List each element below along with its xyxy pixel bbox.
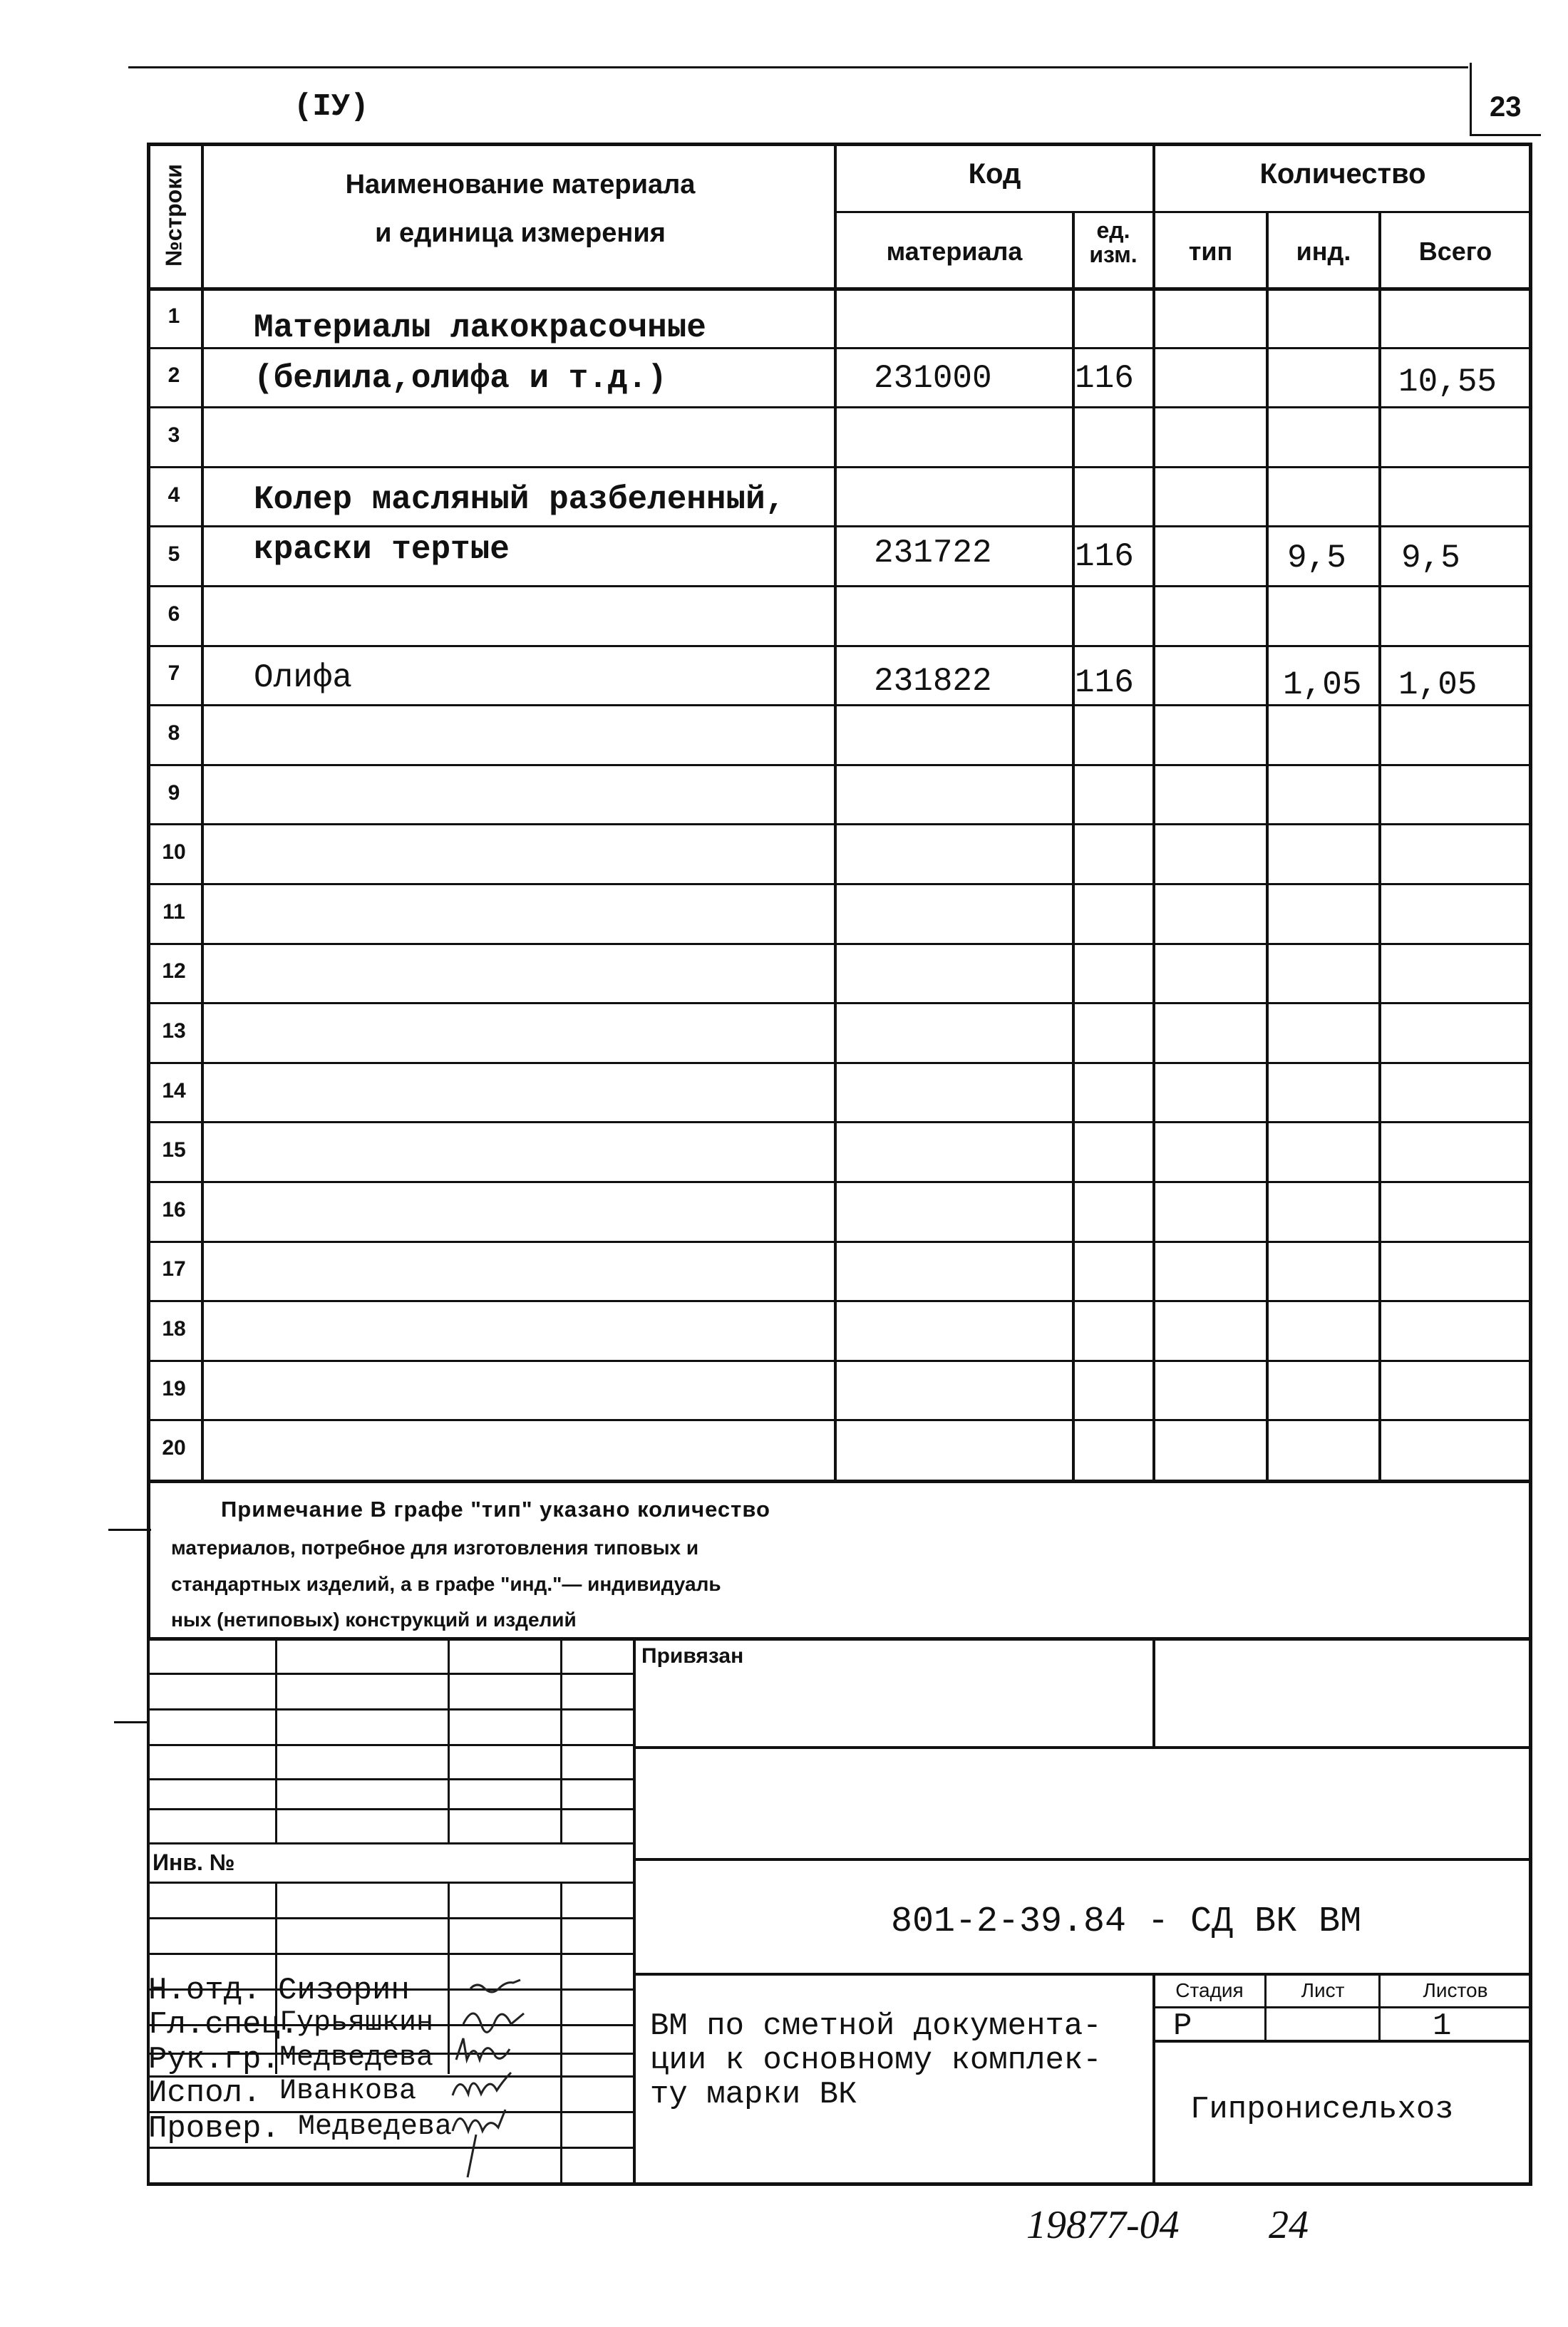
header-name-line1: Наименование материала xyxy=(345,170,696,200)
page-box-bottom xyxy=(1470,134,1541,136)
row-separator xyxy=(147,704,1532,706)
stage-value: Р xyxy=(1173,2008,1192,2044)
row-separator xyxy=(147,1419,1532,1421)
row-separator xyxy=(147,645,1532,647)
row-5-unit: 116 xyxy=(1075,538,1134,575)
row-number: 12 xyxy=(162,959,186,983)
name-5: Медведева xyxy=(298,2111,453,2143)
header-quantity: Количество xyxy=(1259,158,1426,190)
row-number: 9 xyxy=(167,781,180,805)
row-separator xyxy=(147,347,1532,349)
row-number: 8 xyxy=(167,721,180,745)
row-number: 17 xyxy=(162,1257,186,1281)
section-mark: (IУ) xyxy=(294,89,369,125)
row-number: 7 xyxy=(167,661,180,685)
bottom-code: 19877-04 xyxy=(1026,2203,1180,2247)
page-number: 23 xyxy=(1490,91,1522,123)
row-separator xyxy=(147,1181,1532,1183)
document-code: 801-2-39.84 - СД ВК ВМ xyxy=(891,1902,1362,1942)
bound-label: Привязан xyxy=(641,1644,744,1668)
name-3: Медведева xyxy=(279,2042,434,2074)
role-2: Гл.спец. xyxy=(148,2007,299,2043)
note-line-1: Примечание В графе "тип" указано количество xyxy=(221,1497,770,1522)
role-4: Испол. xyxy=(148,2075,262,2111)
description-line-2: ции к основному комплек- xyxy=(650,2043,1102,2078)
row-separator xyxy=(147,466,1532,468)
bottom-page: 24 xyxy=(1269,2203,1309,2247)
row-7-code: 231822 xyxy=(874,663,992,700)
note-line-2: материалов, потребное для изготовления типовых и xyxy=(171,1537,699,1559)
row-separator xyxy=(147,764,1532,766)
row-separator xyxy=(147,1002,1532,1004)
sheet-label: Лист xyxy=(1301,1979,1345,2001)
row-separator xyxy=(147,1241,1532,1243)
header-qty-type: тип xyxy=(1188,237,1233,266)
row-separator xyxy=(147,1360,1532,1362)
row-5-ind: 9,5 xyxy=(1287,540,1346,577)
row-separator xyxy=(147,823,1532,825)
row-4-name: Колер масляный разбеленный, xyxy=(254,481,785,518)
row-separator xyxy=(147,1121,1532,1123)
role-5: Провер. xyxy=(148,2111,280,2147)
description-line-1: ВМ по сметной документа- xyxy=(650,2008,1102,2044)
row-separator xyxy=(147,1300,1532,1302)
row-2-name: (белила,олифа и т.д.) xyxy=(254,360,667,397)
row-7-unit: 116 xyxy=(1075,664,1134,701)
name-2: Гурьяшкин xyxy=(279,2007,434,2039)
note-line-4: ных (нетиповых) конструкций и изделий xyxy=(171,1609,577,1631)
row-number: 20 xyxy=(162,1436,186,1460)
row-2-total: 10,55 xyxy=(1398,363,1497,401)
header-code-unit: ед. изм. xyxy=(1089,217,1138,267)
row-7-total: 1,05 xyxy=(1398,666,1477,703)
row-number: 1 xyxy=(167,304,180,328)
row-separator xyxy=(147,585,1532,587)
row-number: 4 xyxy=(167,483,180,507)
name-4: Иванкова xyxy=(279,2075,417,2107)
row-2-unit: 116 xyxy=(1075,360,1134,397)
header-code: Код xyxy=(968,158,1021,190)
page-box-left xyxy=(1470,63,1472,136)
row-number: 13 xyxy=(162,1019,186,1043)
row-number: 5 xyxy=(167,542,180,566)
row-number: 18 xyxy=(162,1317,186,1341)
row-number: 2 xyxy=(167,363,180,387)
header-code-material: материала xyxy=(886,237,1023,266)
row-separator xyxy=(147,1062,1532,1064)
row-2-code: 231000 xyxy=(874,360,992,397)
row-separator xyxy=(147,943,1532,945)
row-separator xyxy=(147,406,1532,408)
row-number: 19 xyxy=(162,1377,186,1400)
note-line-3: стандартных изделий, а в графе "инд."— индивидуаль xyxy=(171,1573,721,1595)
description-line-3: ту марки ВК xyxy=(650,2077,857,2112)
row-number: 16 xyxy=(162,1198,186,1222)
header-row-number: №строки xyxy=(160,164,187,267)
stage-label: Стадия xyxy=(1175,1979,1244,2001)
top-rule xyxy=(128,66,1468,68)
role-3: Рук.гр. xyxy=(148,2042,280,2078)
role-1: Н.отд. xyxy=(148,1973,262,2008)
row-separator xyxy=(147,883,1532,885)
header-qty-ind: инд. xyxy=(1296,237,1351,266)
row-5-total: 9,5 xyxy=(1401,540,1460,577)
row-7-ind: 1,05 xyxy=(1283,666,1362,703)
row-5-code: 231722 xyxy=(874,535,992,572)
name-1: Сизорин xyxy=(278,1973,410,2008)
margin-tick-1 xyxy=(108,1529,151,1531)
signatures xyxy=(442,1974,570,2188)
header-name-line2: и единица измерения xyxy=(375,218,666,248)
sheets-value: 1 xyxy=(1433,2008,1452,2044)
sheets-label: Листов xyxy=(1423,1979,1488,2001)
row-1-name: Материалы лакокрасочные xyxy=(254,309,706,346)
row-number: 15 xyxy=(162,1138,186,1162)
row-7-name: Олифа xyxy=(254,659,353,696)
row-5-name: краски тертые xyxy=(254,531,510,568)
margin-tick-2 xyxy=(114,1721,150,1723)
organization-name: Гипронисельхоз xyxy=(1190,2092,1454,2127)
row-number: 11 xyxy=(163,900,185,924)
inventory-label: Инв. № xyxy=(153,1849,235,1875)
row-number: 6 xyxy=(167,602,180,626)
row-separator xyxy=(147,525,1532,527)
row-number: 10 xyxy=(162,840,186,864)
row-number: 3 xyxy=(167,423,180,447)
row-number: 14 xyxy=(162,1079,186,1103)
header-qty-total: Всего xyxy=(1418,237,1492,266)
